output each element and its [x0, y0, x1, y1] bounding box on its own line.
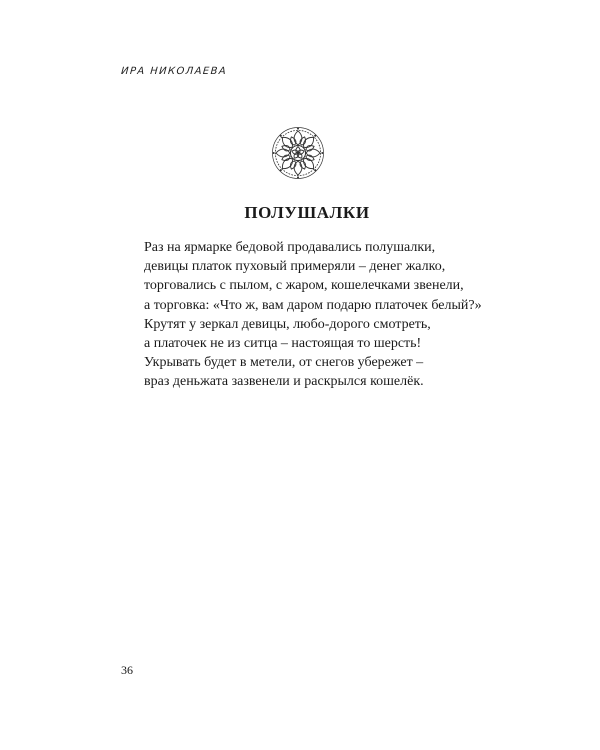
poem-line: Укрывать будет в метели, от снегов убережет –	[144, 355, 424, 371]
poem-line: Раз на ярмарке бедовой продавались полушалки,	[144, 240, 436, 255]
poem-line: а платочек не из ситца – настоящая то шерсть!	[144, 336, 422, 352]
poem-title: ПОЛУШАЛКИ	[244, 203, 370, 222]
floral-rosette-icon	[269, 124, 327, 182]
page-number: 36	[121, 663, 133, 677]
poem-line: враз деньжата зазвенели и раскрылся кошелёк.	[144, 374, 424, 390]
poem-line: девицы платок пуховый примеряли – денег жалко,	[144, 259, 446, 275]
poem-line: Крутят у зеркал девицы, любо-дорого смотреть,	[144, 316, 431, 332]
poem-line: а торговка: «Что ж, вам даром подарю платочек белый?»	[144, 297, 482, 313]
poem-line: торговались с пылом, с жаром, кошелечками звенели,	[144, 278, 464, 294]
poem-text	[144, 238, 482, 392]
running-head: ИРА НИКОЛАЕВА	[120, 66, 228, 77]
